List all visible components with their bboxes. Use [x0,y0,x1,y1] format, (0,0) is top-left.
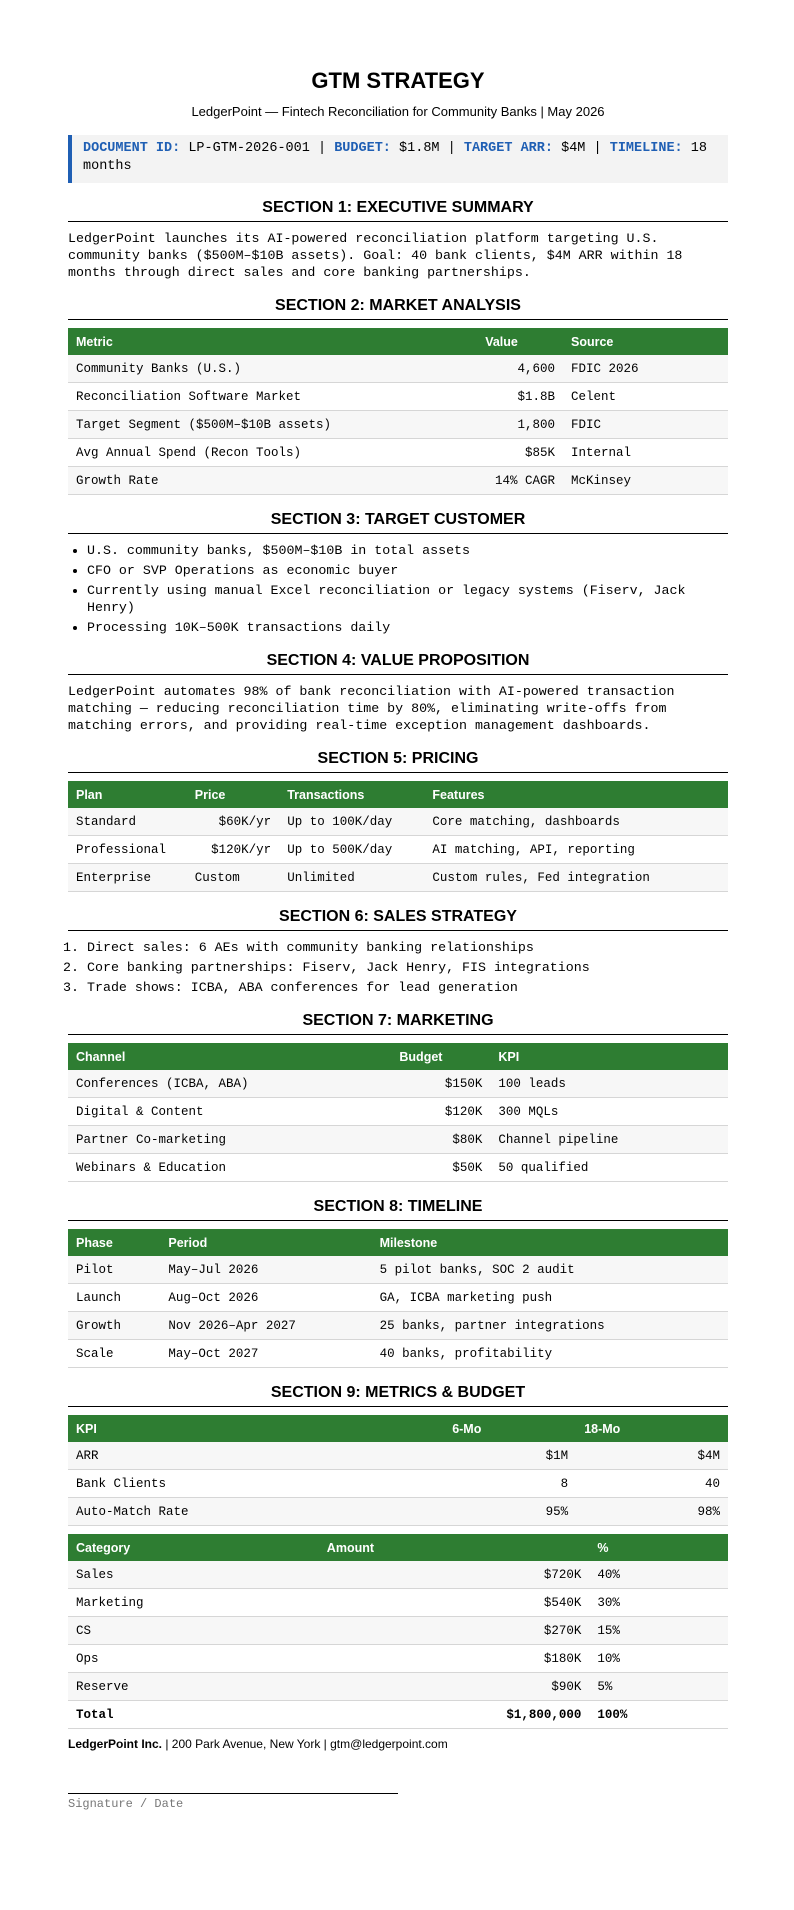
table-cell: Community Banks (U.S.) [68,355,477,383]
customer-list [68,542,728,636]
table-cell: Custom rules, Fed integration [424,864,728,892]
table-cell: Reserve [68,1673,319,1701]
table-cell: $180K [319,1645,590,1673]
table-row [68,1256,728,1284]
table-cell: 100% [589,1701,728,1729]
section-heading: SECTION 6: SALES STRATEGY [68,908,728,931]
table-cell: 40 banks, profitability [372,1340,728,1368]
table-row [68,808,728,836]
table-cell: AI matching, API, reporting [424,836,728,864]
table-cell: $85K [477,439,563,467]
meta-timeline-key: TIMELINE: [609,141,683,156]
table-cell: Growth [68,1312,160,1340]
table-cell: CS [68,1617,319,1645]
table-cell: 50 qualified [490,1154,728,1182]
table-cell: $720K [319,1561,590,1589]
table-row [68,383,728,411]
table-row [68,411,728,439]
table-cell: 5 pilot banks, SOC 2 audit [372,1256,728,1284]
column-header: 6-Mo [444,1415,576,1442]
document-subtitle: LedgerPoint — Fintech Reconciliation for Community Banks | May 2026 [191,104,605,119]
table-cell: 5% [589,1673,728,1701]
section-heading: SECTION 7: MARKETING [68,1012,728,1035]
section-pricing [68,750,728,892]
table-cell: Core matching, dashboards [424,808,728,836]
table-row [68,355,728,383]
column-header: 18-Mo [576,1415,728,1442]
section-marketing [68,1012,728,1182]
meta-sep: | [447,141,456,156]
column-header: Phase [68,1229,160,1256]
table-cell: Aug–Oct 2026 [160,1284,371,1312]
table-row [68,864,728,892]
table-cell: FDIC 2026 [563,355,728,383]
table-row [68,1340,728,1368]
section-sales-strategy [68,908,728,996]
section-text: LedgerPoint launches its AI-powered reconciliation platform targeting U.S. community banks ($500M–$10B assets). Goal: 40 bank clients, $4M ARR within 18 months through direct sales and core banking partnerships. [68,231,683,280]
table-cell: Ops [68,1645,319,1673]
table-cell: Standard [68,808,187,836]
table-cell: Launch [68,1284,160,1312]
table-cell: GA, ICBA marketing push [372,1284,728,1312]
table-row [68,836,728,864]
column-header: Plan [68,781,187,808]
table-cell: May–Jul 2026 [160,1256,371,1284]
table-row [68,1561,728,1589]
table-cell: $150K [391,1070,490,1098]
table-header-row [68,781,728,808]
table-cell: 25 banks, partner integrations [372,1312,728,1340]
table-cell: $80K [391,1126,490,1154]
meta-budget-key: BUDGET: [334,141,391,156]
table-cell: Marketing [68,1589,319,1617]
table-cell: Celent [563,383,728,411]
table-row [68,1154,728,1182]
table-cell: Enterprise [68,864,187,892]
section-heading: SECTION 4: VALUE PROPOSITION [68,652,728,675]
table-row [68,1284,728,1312]
meta-sep: | [593,141,602,156]
signature-label: Signature / Date [68,1797,184,1811]
marketing-table [68,1043,728,1182]
footer-contact: | 200 Park Avenue, New York | gtm@ledgerpoint.com [162,1737,448,1751]
meta-doc-id-key: DOCUMENT ID: [83,141,181,156]
column-header: Category [68,1534,319,1561]
table-cell: Internal [563,439,728,467]
table-header-row [68,1534,728,1561]
list-item: • U.S. community banks, $500M–$10B in total assets [87,542,728,559]
table-cell: 30% [589,1589,728,1617]
column-header: Budget [391,1043,490,1070]
table-cell: 15% [589,1617,728,1645]
list-item: • CFO or SVP Operations as economic buyer [87,562,728,579]
column-header: Source [563,328,728,355]
table-cell: Unlimited [279,864,424,892]
section-heading: SECTION 3: TARGET CUSTOMER [68,511,728,534]
column-header: % [589,1534,728,1561]
table-cell: 300 MQLs [490,1098,728,1126]
section-executive-summary [68,199,728,281]
document-page [68,0,728,1811]
table-row [68,1645,728,1673]
table-cell: Auto-Match Rate [68,1498,444,1526]
timeline-table [68,1229,728,1368]
table-cell: Growth Rate [68,467,477,495]
table-cell: Scale [68,1340,160,1368]
pricing-table [68,781,728,892]
table-row [68,1673,728,1701]
section-heading: SECTION 1: EXECUTIVE SUMMARY [68,199,728,222]
table-cell: Nov 2026–Apr 2027 [160,1312,371,1340]
meta-budget: $1.8M [399,141,440,156]
column-header: KPI [490,1043,728,1070]
table-cell: $120K/yr [187,836,279,864]
table-cell: 40 [576,1470,728,1498]
table-header-row [68,1229,728,1256]
table-cell: Up to 100K/day [279,808,424,836]
table-cell: Digital & Content [68,1098,391,1126]
table-cell: 98% [576,1498,728,1526]
table-cell: Avg Annual Spend (Recon Tools) [68,439,477,467]
document-footer [68,1737,728,1751]
table-row [68,1098,728,1126]
table-header-row [68,1415,728,1442]
column-header: Channel [68,1043,391,1070]
section-value-proposition [68,652,728,734]
table-cell: $4M [576,1442,728,1470]
kpi-table [68,1415,728,1526]
table-cell: Channel pipeline [490,1126,728,1154]
market-table [68,328,728,495]
section-heading: SECTION 2: MARKET ANALYSIS [68,297,728,320]
table-row [68,1442,728,1470]
meta-timeline: 18 months [83,141,707,174]
table-row [68,1312,728,1340]
table-cell: Bank Clients [68,1470,444,1498]
table-row [68,1498,728,1526]
column-header: Period [160,1229,371,1256]
table-cell: $1.8B [477,383,563,411]
table-cell: 40% [589,1561,728,1589]
list-item: 2. Core banking partnerships: Fiserv, Jack Henry, FIS integrations [87,959,728,976]
table-cell: FDIC [563,411,728,439]
table-cell: Sales [68,1561,319,1589]
meta-doc-id: LP-GTM-2026-001 [188,141,310,156]
section-target-customer [68,511,728,636]
table-row [68,1470,728,1498]
column-header: Milestone [372,1229,728,1256]
document-meta-box [68,135,728,183]
section-metrics-budget [68,1384,728,1729]
table-cell: 10% [589,1645,728,1673]
column-header: KPI [68,1415,444,1442]
table-cell: Custom [187,864,279,892]
meta-arr: $4M [561,141,586,156]
table-cell: Total [68,1701,319,1729]
table-cell: $540K [319,1589,590,1617]
section-market-analysis [68,297,728,495]
table-cell: 8 [444,1470,576,1498]
table-cell: 95% [444,1498,576,1526]
table-cell: Webinars & Education [68,1154,391,1182]
table-row [68,439,728,467]
table-cell: 1,800 [477,411,563,439]
section-heading: SECTION 9: METRICS & BUDGET [68,1384,728,1407]
column-header: Transactions [279,781,424,808]
column-header: Metric [68,328,477,355]
meta-arr-key: TARGET ARR: [463,141,553,156]
section-timeline [68,1198,728,1368]
column-header: Value [477,328,563,355]
table-cell: Professional [68,836,187,864]
table-cell: $120K [391,1098,490,1126]
list-item: • Processing 10K–500K transactions daily [87,619,728,636]
table-row [68,467,728,495]
table-cell: Target Segment ($500M–$10B assets) [68,411,477,439]
table-header-row [68,1043,728,1070]
section-text: LedgerPoint automates 98% of bank reconciliation with AI-powered transaction matching — reducing reconciliation time by 80%, eliminating write-offs from matching errors, and providing real-time exception management dashboards. [68,684,675,733]
table-row [68,1589,728,1617]
table-cell: McKinsey [563,467,728,495]
section-heading: SECTION 5: PRICING [68,750,728,773]
column-header: Price [187,781,279,808]
table-cell: Conferences (ICBA, ABA) [68,1070,391,1098]
table-cell: $1,800,000 [319,1701,590,1729]
table-row [68,1070,728,1098]
meta-sep: | [317,141,327,156]
table-row [68,1617,728,1645]
list-item: 3. Trade shows: ICBA, ABA conferences for lead generation [87,979,728,996]
table-cell: Partner Co-marketing [68,1126,391,1154]
table-cell: 14% CAGR [477,467,563,495]
table-header-row [68,328,728,355]
table-cell: Pilot [68,1256,160,1284]
table-cell: ARR [68,1442,444,1470]
column-header: Features [424,781,728,808]
total-row [68,1701,728,1729]
table-cell: $270K [319,1617,590,1645]
budget-table [68,1534,728,1729]
table-cell: $1M [444,1442,576,1470]
sales-list [68,939,728,996]
list-item: 1. Direct sales: 6 AEs with community banking relationships [87,939,728,956]
list-item: • Currently using manual Excel reconciliation or legacy systems (Fiserv, Jack Henry) [87,582,728,616]
signature-line [68,1793,398,1794]
table-cell: 100 leads [490,1070,728,1098]
table-cell: 4,600 [477,355,563,383]
table-cell: $90K [319,1673,590,1701]
table-cell: May–Oct 2027 [160,1340,371,1368]
document-title: GTM STRATEGY [311,68,485,93]
table-cell: $50K [391,1154,490,1182]
table-cell: Up to 500K/day [279,836,424,864]
table-cell: Reconciliation Software Market [68,383,477,411]
table-cell: $60K/yr [187,808,279,836]
column-header: Amount [319,1534,590,1561]
section-heading: SECTION 8: TIMELINE [68,1198,728,1221]
footer-company: LedgerPoint Inc. [68,1737,163,1751]
table-row [68,1126,728,1154]
